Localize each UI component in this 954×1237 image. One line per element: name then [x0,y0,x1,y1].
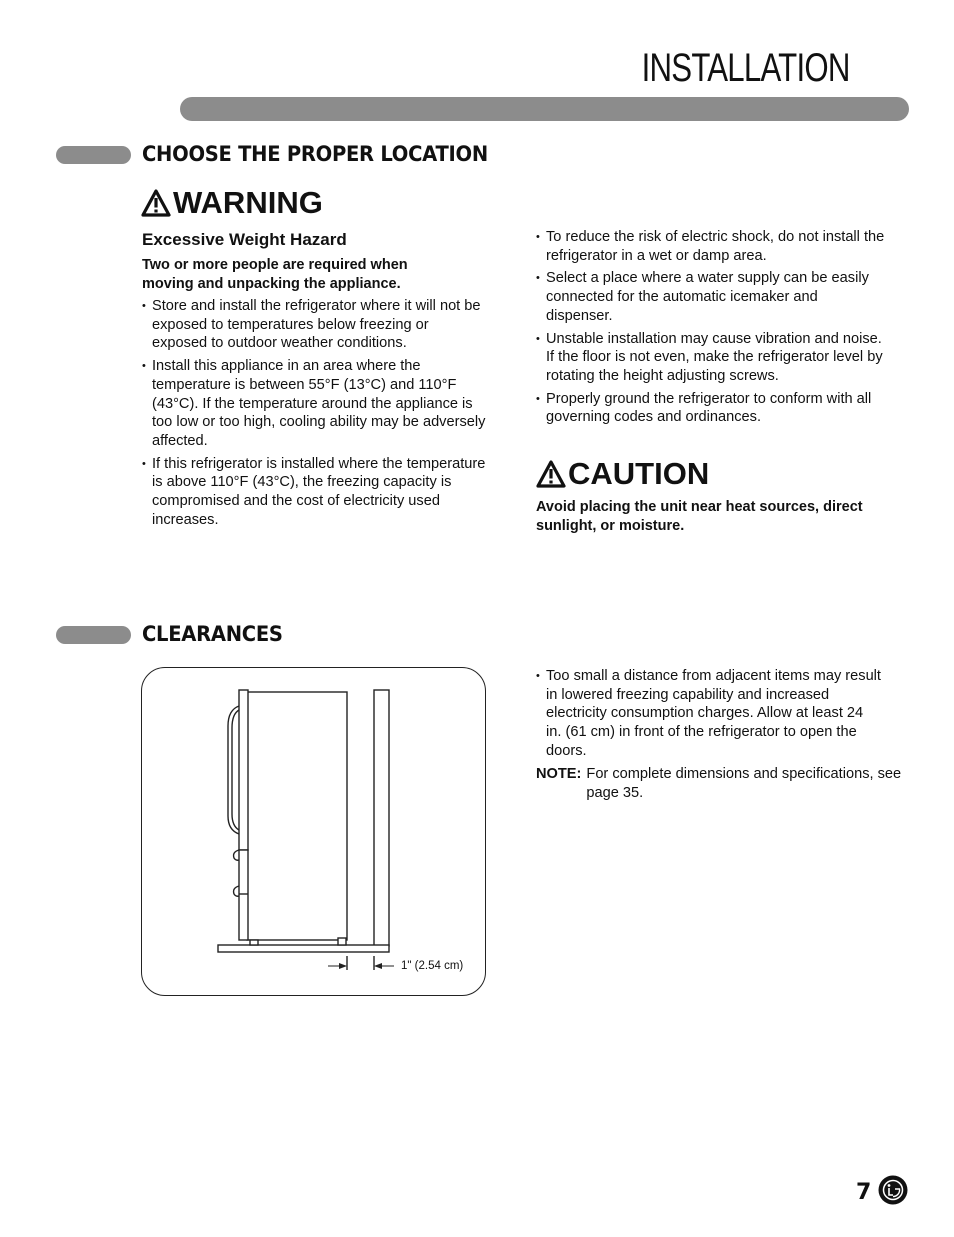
header-bar [180,97,909,121]
list-item: • Store and install the refrigerator where it will not be exposed to temperatures below freezing or exposed to outdoor weather conditions. [142,297,487,353]
page-title: INSTALLATION [642,46,850,90]
list-item: • Properly ground the refrigerator to conform with all governing codes and ordinances. [536,390,886,427]
caution-heading [536,456,709,492]
location-left-list [142,297,487,533]
warning-triangle-icon [141,189,171,217]
section-heading-clearances: CLEARANCES [142,622,283,646]
list-item: • To reduce the risk of electric shock, do not install the refrigerator in a wet or damp area. [536,228,886,265]
clearance-measurement-label: 1" (2.54 cm) [401,960,464,972]
caution-note: Avoid placing the unit near heat sources, direct sunlight, or moisture. [536,499,863,534]
refrigerator-side-illustration [140,666,485,995]
list-item: • Too small a distance from adjacent items may result in lowered freezing capability and increased electricity consumption charges. Allow at least 24 in. (61 cm) in front of the refrigerator to open the doors. [536,667,881,761]
note-label: NOTE: [536,766,582,782]
lg-logo-icon [878,1175,908,1205]
warning-triangle-icon [536,460,566,488]
clearance-diagram [141,667,486,996]
warning-label: WARNING [173,185,323,220]
section-marker [56,146,131,164]
section-marker [56,626,131,644]
list-item: • Unstable installation may cause vibration and noise. If the floor is not even, make the refrigerator level by rotating the height adjusting screws. [536,330,886,386]
hazard-note: Two or more people are required when moving and unpacking the appliance. [142,257,408,292]
list-item: • Install this appliance in an area where the temperature is between 55°F (13°C) and 110°F (43°C). If the temperature around the appliance is too low or too high, cooling ability may be adversely affected. [142,357,487,451]
section-heading-location: CHOOSE THE PROPER LOCATION [142,142,488,166]
note-text: For complete dimensions and specifications, see page 35. [586,766,902,801]
warning-heading [141,185,323,221]
list-item: • If this refrigerator is installed where the temperature is above 110°F (43°C), the freezing capacity is compromised and the cost of electricity used increases. [142,455,487,530]
list-item: • Select a place where a water supply can be easily connected for the automatic icemaker and dispenser. [536,269,886,325]
clearances-list [536,667,881,765]
hazard-title: Excessive Weight Hazard [142,230,347,249]
location-right-list [536,228,886,431]
caution-label: CAUTION [568,456,710,491]
clearances-note [536,765,908,802]
lg-logo [878,1175,908,1210]
page-number: 7 [856,1180,872,1205]
